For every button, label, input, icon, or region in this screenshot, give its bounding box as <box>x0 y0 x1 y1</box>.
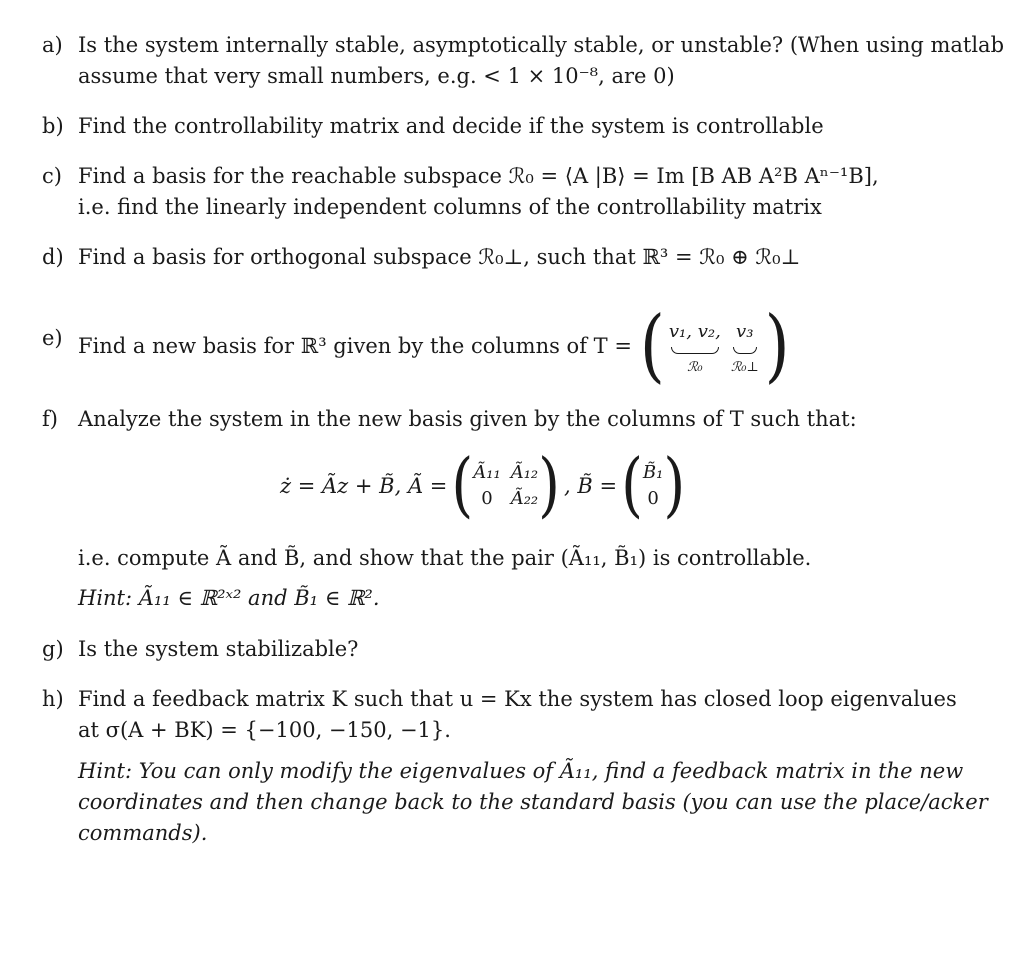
question-g <box>42 634 942 665</box>
question-f-continued <box>42 543 942 614</box>
question-label: b) <box>42 114 64 138</box>
hint-line: Hint: Ã₁₁ ∈ ℝ²ˣ² and B̃₁ ∈ ℝ². <box>78 586 380 610</box>
question-label: c) <box>42 164 62 188</box>
matrix-entry-a22: Ã₂₂ <box>510 488 539 509</box>
question-text-line: Find a basis for orthogonal subspace ℛ₀⊥, such that ℝ³ = ℛ₀ ⊕ ℛ₀⊥ <box>78 245 801 269</box>
right-paren: ) <box>764 299 790 393</box>
left-paren: ( <box>639 299 665 393</box>
question-label: g) <box>42 637 64 661</box>
question-label: h) <box>42 687 64 711</box>
question-label: d) <box>42 245 64 269</box>
question-text-line: Analyze the system in the new basis given by the columns of T such that: <box>78 407 857 431</box>
matrix-B-tilde: ( B̃₁ 0 ) <box>621 444 686 526</box>
question-label: f) <box>42 407 58 431</box>
hint-line: Hint: You can only modify the eigenvalues of Ã₁₁, find a feedback matrix in the new <box>78 759 964 783</box>
question-text-line: Find a feedback matrix K such that u = Kx the system has closed loop eigenvalues <box>78 687 957 711</box>
matrix-entry-a21: 0 <box>481 488 493 509</box>
question-f <box>42 404 942 435</box>
equation-lhs: ż = Ãz + B̃, Ã = <box>280 473 448 498</box>
question-text-line: Find the controllability matrix and decide if the system is controllable <box>78 114 824 138</box>
basis-matrix-T <box>639 299 790 393</box>
basis-vectors-v1-v2: v₁, v₂, <box>668 321 721 342</box>
question-d <box>42 242 942 273</box>
question-label: a) <box>42 33 63 57</box>
question-c <box>42 161 942 223</box>
transformed-system-equation <box>280 446 689 526</box>
matrix-A-tilde: ( Ã₁₁ Ã₁₂ 0 Ã₂₂ ) <box>451 444 560 526</box>
question-text-line: Find a new basis for ℝ³ given by the columns of T = <box>78 333 632 358</box>
equation-b-eq: , B̃ = <box>564 473 618 498</box>
underbrace-label-R0: ℛ₀ <box>687 360 703 375</box>
matrix-entry-a12: Ã₁₂ <box>510 462 539 483</box>
hint-line: commands). <box>78 821 208 845</box>
question-text-line: Is the system internally stable, asymptotically stable, or unstable? (When using matlab <box>78 33 1005 57</box>
matrix-entry-a11: Ã₁₁ <box>473 462 501 483</box>
question-a <box>42 30 1005 92</box>
matrix-entry-b1: B̃₁ <box>642 462 664 483</box>
matrix-entry-b2: 0 <box>647 488 659 509</box>
underbrace <box>733 347 757 354</box>
underbrace-label-R0-perp: ℛ₀⊥ <box>730 360 759 375</box>
question-text-line: assume that very small numbers, e.g. < 1 × 10⁻⁸, are 0) <box>78 64 675 88</box>
question-h <box>42 684 988 849</box>
question-e <box>42 300 942 392</box>
underbrace <box>671 347 719 354</box>
question-text-line: i.e. compute Ã and B̃, and show that the pair (Ã₁₁, B̃₁) is controllable. <box>78 546 812 570</box>
hint-line: coordinates and then change back to the standard basis (you can use the place/acker <box>78 790 988 814</box>
question-b <box>42 111 942 142</box>
basis-R0-group <box>669 316 721 376</box>
basis-R0-perp-group <box>731 316 759 376</box>
question-text-line: Find a basis for the reachable subspace ℛ₀ = ⟨A |B⟩ = Im [B AB A²B Aⁿ⁻¹B], <box>78 164 879 188</box>
question-text-line: Is the system stabilizable? <box>78 637 359 661</box>
question-label: e) <box>42 326 63 350</box>
question-text-line: at σ(A + BK) = {−100, −150, −1}. <box>78 718 451 742</box>
question-text-line: i.e. find the linearly independent columns of the controllability matrix <box>78 195 822 219</box>
basis-vector-v3: v₃ <box>736 321 754 342</box>
